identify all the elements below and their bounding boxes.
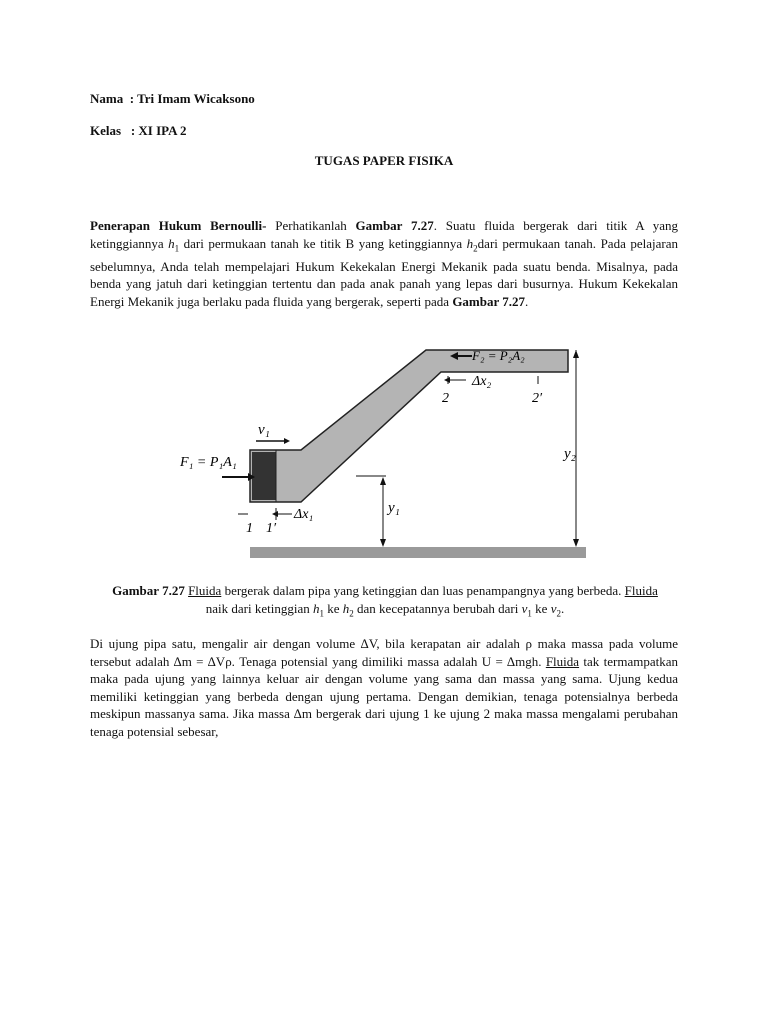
subscript: 1 xyxy=(319,608,324,619)
paragraph-energy xyxy=(90,635,678,740)
subscript: 2 xyxy=(349,608,354,619)
label-F2: F₂ = P₂A₂ xyxy=(472,348,525,363)
y1-arrow-top xyxy=(380,477,386,485)
label-2-prime: 2′ xyxy=(532,391,543,406)
label-y1: y₁ xyxy=(388,500,400,516)
dx1-arrowhead xyxy=(272,511,278,517)
underlined-word: Fluida xyxy=(545,653,580,669)
subscript: 2 xyxy=(473,243,478,254)
label-y2: y₂ xyxy=(564,446,576,462)
class-value: : XI IPA 2 xyxy=(130,123,187,138)
var-v: v xyxy=(550,601,557,616)
class-line xyxy=(90,123,187,139)
caption-text: ke xyxy=(531,601,551,616)
intro-text: . xyxy=(525,293,529,309)
caption-ref: Gambar 7.27 xyxy=(112,583,185,598)
y1-arrow-bottom xyxy=(380,539,386,547)
caption-text: dan kecepatannya berubah dari xyxy=(353,601,522,616)
intro-text: Perhatikanlah xyxy=(266,218,356,233)
label-2: 2 xyxy=(442,391,449,406)
label-dx1: Δx₁ xyxy=(294,507,314,522)
name-line xyxy=(90,91,255,107)
label-1-prime: 1′ xyxy=(266,521,277,536)
caption-underlined-word: Fluida xyxy=(188,583,222,598)
figure-caption xyxy=(110,582,660,623)
name-label: Nama xyxy=(90,91,124,106)
label-v1: v₁ xyxy=(258,422,270,438)
intro-text: dari permukaan tanah. Pada pelajaran sebelumnya, Anda telah mempelajari Hukum Kekekalan Energi Mekanik pada suatu benda. Misalnya, pada benda yang jatuh dari ketinggian tertentu dan pada anak panah yang lepas dari busurnya. Hukum Kekekalan Energi Mekanik juga berlaku pada fluida yang bergerak, seperti pada xyxy=(90,235,678,309)
var-h: h xyxy=(168,235,175,251)
subscript: 1 xyxy=(527,608,532,619)
intro-text: dari permukaan tanah ke titik B yang ketinggiannya xyxy=(179,235,467,251)
label-1: 1 xyxy=(246,521,253,536)
fluid-block xyxy=(252,452,276,500)
body-text: Di ujung pipa satu, mengalir air dengan volume ∆V, bila kerapatan air adalah ρ maka massa pada volume tersebut adalah ∆m = ∆Vρ. Tenaga potensial yang dimiliki massa adalah U = ∆mgh. xyxy=(90,636,678,669)
caption-text: ke xyxy=(324,601,343,616)
document-title: TUGAS PAPER FISIKA xyxy=(314,153,454,168)
var-h: h xyxy=(342,601,350,616)
var-h: h xyxy=(466,235,474,251)
figure-ref: Gambar 7.27 xyxy=(452,293,526,309)
pipe-figure xyxy=(176,340,596,575)
subscript: 2 xyxy=(556,608,561,619)
dx2-arrowhead xyxy=(444,377,450,383)
ground-surface xyxy=(250,547,586,558)
paragraph-intro xyxy=(90,217,678,310)
name-value: : Tri Imam Wicaksono xyxy=(129,91,255,106)
caption-text: . xyxy=(560,601,565,616)
bernoulli-diagram xyxy=(176,340,596,570)
body-text: tak termampatkan maka pada ujung yang lainnya keluar air dengan volume yang sama dan massa yang sama. Ujung kedua memiliki ketinggian yang berbeda dengan ujung pertama. Dengan demikian, tenaga potensialnya berbeda meskipun massanya sama. Jika massa ∆m bergerak dari ujung 1 ke ujung 2 maka massa mengalami perubahan tenaga potensial sebesar, xyxy=(90,653,678,739)
var-v: v xyxy=(521,601,528,616)
var-h: h xyxy=(313,601,320,616)
caption-text: naik dari ketinggian xyxy=(205,601,313,616)
intro-text: . Suatu fluida bergerak dari titik A yang ketinggiannya xyxy=(90,218,678,251)
y2-arrow-top xyxy=(573,350,579,358)
label-F1: F₁ = P₁A₁ xyxy=(180,455,237,470)
label-dx2: Δx₂ xyxy=(472,374,492,389)
class-label: Kelas xyxy=(90,123,122,138)
caption-text: bergerak dalam pipa yang ketinggian dan luas penampangnya yang berbeda. xyxy=(221,583,625,598)
pipe-body xyxy=(250,350,568,502)
caption-underlined-word: Fluida xyxy=(624,583,658,598)
velocity-arrowhead xyxy=(284,438,290,444)
section-heading: Penerapan Hukum Bernoulli- xyxy=(90,218,267,233)
figure-ref: Gambar 7.27 xyxy=(355,218,434,233)
subscript: 1 xyxy=(174,243,180,254)
y2-arrow-bottom xyxy=(573,539,579,547)
